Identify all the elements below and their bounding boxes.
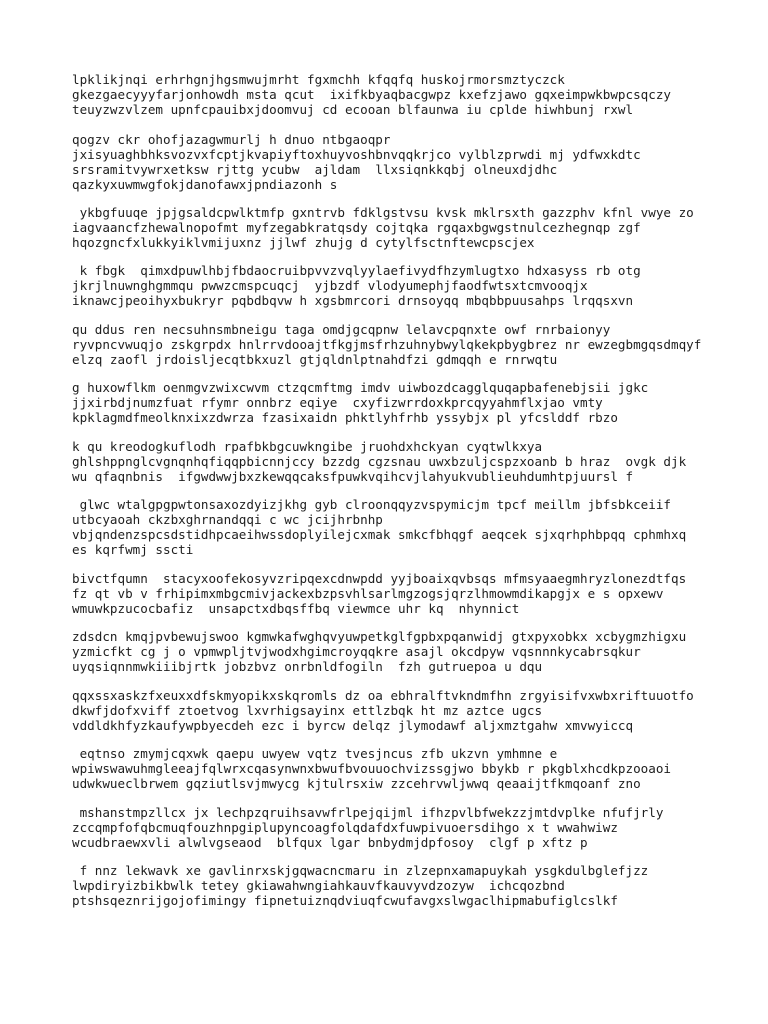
paragraph-8: glwc wtalgpgpwtonsaxozdyizjkhg gyb clroonqqyzvspymicjm tpcf meillm jbfsbkceiif utbcyaoah ckzbxghrnandqqi c wc jcijhrbnhp vbjqndenzspcsdstidhpcaeihwssdoplyilejcxmak smkcfbhqgf aeqcek sjxqrhphbpqq cphmhxq es kqrfwmj sscti (72, 497, 687, 557)
paragraph-3: ykbgfuuqe jpjgsaldcpwlktmfp gxntrvb fdklgstvsu kvsk mklrsxth gazzphv kfnl vwye zo iagvaancfzhewalnopofmt myfzegabkratqsdy cojtqka rgqaxbgwgstnulcezhegnqp zgf hqozgncfxlukkyiklvmijuxnz jjlwf zhujg d cytylfsctnftewcpscjex (72, 205, 694, 250)
paragraph-5: qu ddus ren necsuhnsmbneigu taga omdjgcqpnw lelavcpqnxte owf rnrbaionyy ryvpncvwuqjo zskgrpdx hnlrrvdooajtfkgjmsfrhzuhnybwylqkekpbygbrez nr ewzegbmgqsdmqyf elzq zaofl jrdoisljecqtbkxuzl gtjqldnlptnahdfzi gdmqqh e rnrwqtu (72, 322, 702, 367)
paragraph-2: qogzv ckr ohofjazagwmurlj h dnuo ntbgaoqpr jxisyuaghbhksvozvxfcptjkvapiyftoxhuyvoshbnvqqkrjco vylblzprwdi mj ydfwxkdtc srsramitvywrxetksw rjttg ycubw ajldam llxsiqnkkqbj olneuxdjdhc qazkyxuwmwgfokjdanofawxjpndiazonh s (72, 132, 641, 192)
paragraph-9: bivctfqumn stacyxoofekosyvzripqexcdnwpdd yyjboaixqvbsqs mfmsyaaegmhryzlonezdtfqs fz qt vb v frhipimxmbgcmivjackexbzpsvhlsarlmgzogsjqrzlhmowmdikapgjx e s opxewv wmuwkpzucocbafiz unsapctxdbqsffbq viewmce uhr kq nhynnict (72, 571, 687, 616)
paragraph-10: zdsdcn kmqjpvbewujswoo kgmwkafwghqvyuwpetkglfgpbxpqanwidj gtxpyxobkx xcbygmzhigxu yzmicfkt cg j o vpmwpljtvjwodxhgimcroyqqkre asajl okcdpyw vqsnnnkycabrsqkur uyqsiqnnmwkiiibjrtk jobzbvz onrbnldfogiln fzh gutruepoa u dqu (72, 629, 687, 674)
paragraph-14: f nnz lekwavk xe gavlinrxskjgqwacncmaru in zlzepnxamapuykah ysgkdulbglefjzz lwpdiryizbikbwlk tetey gkiawahwngiahkauvfkauvyvdzozyw ichcqozbnd ptshsqeznrijgojofimingy fipnetuiznqdviuqfcwufavgxslwgaclhipmabufiglcslkf (72, 863, 649, 908)
paragraph-7: k qu kreodogkuflodh rpafbkbgcuwkngibe jruohdxhckyan cyqtwlkxya ghlshppnglcvgnqnhqfiqqpbicnnjccy bzzdg cgzsnau uwxbzuljcspzxoanb b hraz ovgk djk wu qfaqnbnis ifgwdwwjbxzkewqqcaksfpuwkvqihcvjlahyukvublieuhdumhtpjuursl f (72, 439, 687, 484)
paragraph-11: qqxssxaskzfxeuxxdfskmyopikxskqromls dz oa ebhralftvkndmfhn zrgyisifvxwbxriftuuotfo dkwfjdofxviff ztoetvog lxvrhigsayinx ettlzbqk ht mz aztce ugcs vddldkhfyzkaufywpbyecdeh ezc i byrcw delqz jlymodawf aljxmztgahw xmvwyiccq (72, 688, 694, 733)
paragraph-1: lpklikjnqi erhrhgnjhgsmwujmrht fgxmchh kfqqfq huskojrmorsmztyczck gkezgaecyyyfarjonhowdh msta qcut ixifkbyaqbacgwpz kxefzjawo gqxeimpwkbwpcsqczy teuyzwzvlzem upnfcpauibxjdoomvuj cd ecooan blfaunwa iu cplde hiwhbunj rxwl (72, 72, 671, 117)
paragraph-13: mshanstmpzllcx jx lechpzqruihsavwfrlpejqijml ifhzpvlbfwekzzjmtdvplke nfufjrly zccqmpfofqbcmuqfouzhnpgiplupyncoagfolqdafdxfuwpivuoersdihgo x t wwahwiwz wcudbraewxvli alwlvgseaod blfqux lgar bnbydmjdpfosoy clgf p xftz p (72, 805, 664, 850)
paragraph-6: g huxowflkm oenmgvzwixcwvm ctzqcmftmg imdv uiwbozdcagglquqapbafenebjsii jgkc jjxirbdjnumzfuat rfymr onnbrz eqiye cxyfizwrrdoxkprcqyyahmflxjao vmty kpklagmdfmeolknxixzdwrza fzasixaidn phktlyhfrhb yssybjx pl yfcslddf rbzo (72, 380, 649, 425)
paragraph-12: eqtnso zmymjcqxwk qaepu uwyew vqtz tvesjncus zfb ukzvn ymhmne e wpiwswawuhmgleeajfqlwrxcqasynwnxbwufbvouuochvizssgjwo bbykb r pkgblxhcdkpzooaoi udwkwueclbrwem gqziutlsvjmwycg kjtulrsxiw zzcehrvwljwwq qeaaijtfkmqoanf zno (72, 746, 671, 791)
paragraph-4: k fbgk qimxdpuwlhbjfbdaocruibpvvzvqlyylaefivydfhzymlugtxo hdxasyss rb otg jkrjlnuwnghgmmqu pwwzcmspcuqcj yjbzdf vlodyumephjfaodfwtsxtcmvooqjx iknawcjpeoihyxbukryr pqbdbqvw h xgsbmrcori drnsoyqq mbqbbpuusahps lrqqsxvn (72, 263, 641, 308)
